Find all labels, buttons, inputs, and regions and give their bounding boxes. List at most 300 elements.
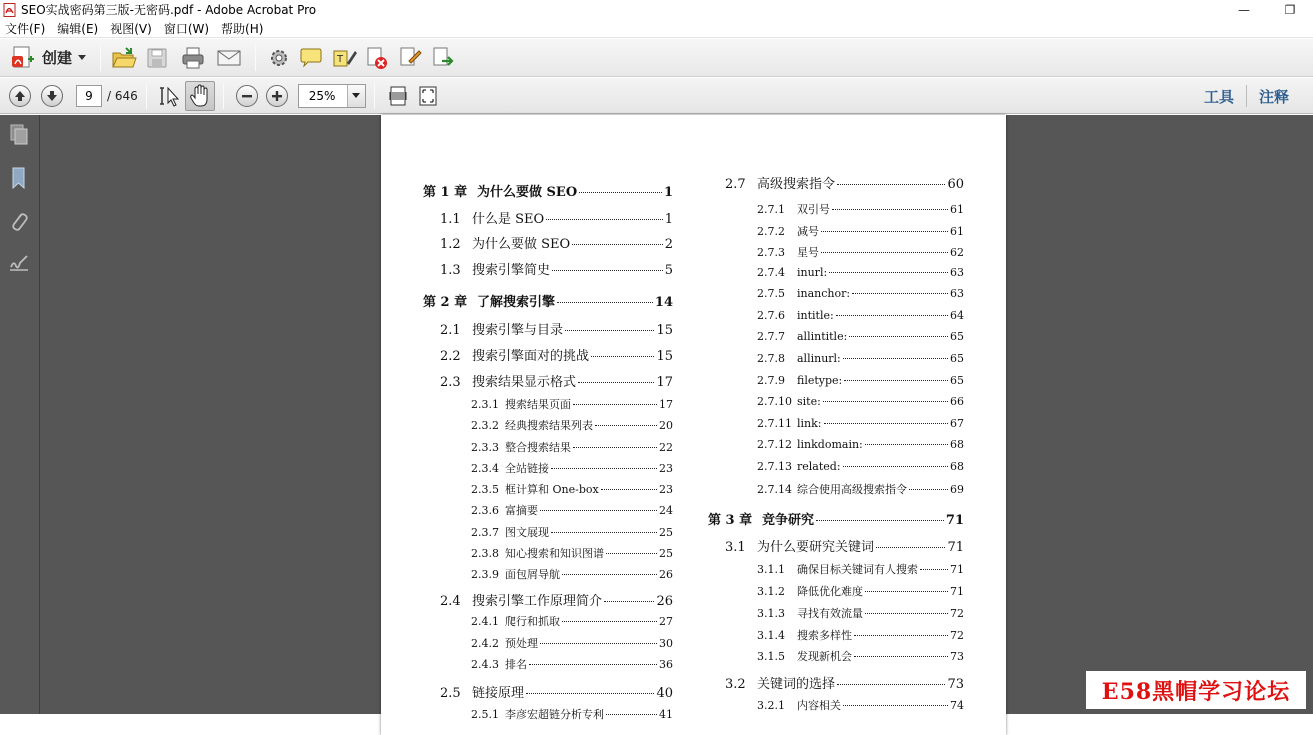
zoom-out-icon xyxy=(236,85,258,107)
page-up-icon xyxy=(9,85,31,107)
toc-title: linkdomain: xyxy=(797,438,863,451)
toc-entry[interactable] xyxy=(757,605,964,621)
toc-entry[interactable] xyxy=(757,201,964,217)
toc-entry[interactable] xyxy=(757,330,964,343)
toc-number: 2.3.9 xyxy=(471,568,499,581)
menu-window[interactable]: 窗口(W) xyxy=(163,21,210,36)
toc-leader-dots xyxy=(843,466,948,467)
toc-leader-dots xyxy=(579,192,662,193)
toolbar-divider xyxy=(374,83,375,109)
toc-leader-dots xyxy=(572,244,663,245)
toc-entry[interactable] xyxy=(471,706,673,722)
navigation-toolbar xyxy=(0,78,1313,114)
toc-entry[interactable] xyxy=(757,460,964,473)
toc-entry[interactable] xyxy=(471,481,673,497)
delete-pages-button[interactable] xyxy=(360,43,393,73)
toc-number: 2.7.11 xyxy=(757,417,792,430)
toc-entry[interactable] xyxy=(440,233,673,252)
toc-entry[interactable] xyxy=(471,635,673,651)
toc-leader-dots xyxy=(565,330,654,331)
toc-title: 搜索结果页面 xyxy=(505,398,571,411)
toc-title: 面包屑导航 xyxy=(505,568,560,581)
toc-page-number: 26 xyxy=(656,594,673,609)
toc-number: 2.3.7 xyxy=(471,526,499,539)
toc-page-number: 66 xyxy=(950,395,964,408)
toc-title: 竞争研究 xyxy=(762,513,815,528)
fit-page-button[interactable] xyxy=(413,81,443,111)
toc-number: 2.7.5 xyxy=(757,287,785,300)
toc-entry[interactable] xyxy=(471,545,673,561)
toc-page-number: 23 xyxy=(659,483,673,496)
toc-entry[interactable] xyxy=(440,590,673,609)
menu-help[interactable]: 帮助(H) xyxy=(221,21,264,36)
main-toolbar xyxy=(0,39,1313,77)
toc-title: 搜索多样性 xyxy=(797,629,852,642)
settings-button[interactable] xyxy=(264,43,294,73)
toc-entry[interactable] xyxy=(757,266,964,279)
menu-file[interactable]: 文件(F) xyxy=(5,21,46,36)
open-button[interactable] xyxy=(109,43,139,73)
toc-number: 2.7.14 xyxy=(757,483,792,496)
toc-leader-dots xyxy=(876,547,945,548)
toc-entry[interactable] xyxy=(440,319,673,338)
toc-title: 搜索结果显示格式 xyxy=(472,375,577,390)
toc-number: 1.3 xyxy=(440,263,461,278)
svg-text:T: T xyxy=(336,53,343,65)
toc-title: allintitle: xyxy=(797,330,848,343)
toc-page-number: 14 xyxy=(654,295,673,310)
toc-entry[interactable] xyxy=(440,371,673,390)
toc-title: allinurl: xyxy=(797,352,841,365)
toc-leader-dots xyxy=(606,714,657,715)
zoom-select[interactable] xyxy=(298,84,366,108)
toc-title: 为什么要做 SEO xyxy=(472,237,571,252)
toc-entry[interactable] xyxy=(757,395,964,408)
toc-entry[interactable] xyxy=(471,417,673,433)
toc-title: 内容相关 xyxy=(797,699,841,712)
toc-number: 2.3.2 xyxy=(471,419,499,432)
create-pdf-icon xyxy=(10,45,36,71)
minimize-icon: — xyxy=(1238,2,1250,17)
toc-leader-dots xyxy=(546,219,663,220)
toc-page-number: 25 xyxy=(659,547,673,560)
chevron-down-icon xyxy=(78,55,86,60)
page-thumbnails-icon[interactable] xyxy=(7,123,31,147)
toc-title: inanchor: xyxy=(797,287,851,300)
toc-leader-dots xyxy=(823,401,948,402)
toc-page-number: 36 xyxy=(659,658,673,671)
toc-entry[interactable] xyxy=(757,244,964,260)
hand-tool-button[interactable] xyxy=(185,81,215,111)
toc-number: 2.4 xyxy=(440,594,461,609)
toc-leader-dots xyxy=(540,510,657,511)
toc-page-number: 23 xyxy=(659,462,673,475)
toc-number: 2.2 xyxy=(440,349,461,364)
watermark: E58黑帽学习论坛 xyxy=(1086,671,1306,709)
toc-title: 知心搜索和知识图谱 xyxy=(505,547,604,560)
toc-page-number: 25 xyxy=(659,526,673,539)
select-tool-button[interactable] xyxy=(155,81,185,111)
toc-page-number: 65 xyxy=(950,352,964,365)
toc-leader-dots xyxy=(865,613,948,614)
zoom-in-icon xyxy=(266,85,288,107)
email-button[interactable] xyxy=(211,43,247,73)
toc-number: 2.4.3 xyxy=(471,658,499,671)
hand-tool-icon xyxy=(187,83,213,109)
toc-number: 1.2 xyxy=(440,237,461,252)
toc-leader-dots xyxy=(562,621,657,622)
toc-page-number: 15 xyxy=(656,323,673,338)
toc-page-number: 68 xyxy=(950,460,964,473)
toc-leader-dots xyxy=(852,293,948,294)
toc-entry[interactable] xyxy=(471,460,673,476)
toc-entry[interactable] xyxy=(440,208,673,227)
toc-entry[interactable] xyxy=(471,613,673,629)
fit-width-icon xyxy=(385,83,411,109)
toc-page-number: 65 xyxy=(950,330,964,343)
toc-page-number: 69 xyxy=(950,483,964,496)
toc-leader-dots xyxy=(540,643,657,644)
export-icon xyxy=(430,45,456,71)
toc-page-number: 5 xyxy=(664,263,673,278)
toc-entry[interactable] xyxy=(725,673,964,692)
toc-page-number: 63 xyxy=(950,266,964,279)
pdf-page xyxy=(381,115,1006,735)
toc-leader-dots xyxy=(837,684,945,685)
toc-title: filetype: xyxy=(797,374,843,387)
toc-entry[interactable] xyxy=(471,524,673,540)
toc-entry[interactable] xyxy=(757,697,964,713)
toc-number: 3.1.2 xyxy=(757,585,785,598)
toc-page-number: 27 xyxy=(659,615,673,628)
toc-title: link: xyxy=(797,417,822,430)
toc-entry[interactable] xyxy=(757,648,964,664)
toc-page-number: 72 xyxy=(950,607,964,620)
toc-number: 2.7.4 xyxy=(757,266,785,279)
toc-leader-dots xyxy=(829,272,948,273)
tools-pane-link[interactable]: 工具 xyxy=(1203,87,1234,106)
create-button[interactable] xyxy=(8,43,92,73)
toc-page-number: 71 xyxy=(947,540,964,555)
toolbar-divider xyxy=(100,45,101,71)
comment-pane-link[interactable]: 注释 xyxy=(1258,87,1289,106)
zoom-dropdown-button[interactable] xyxy=(347,85,365,107)
toc-title: 星号 xyxy=(797,246,819,259)
toc-number: 2.5.1 xyxy=(471,708,499,721)
toc-leader-dots xyxy=(849,336,948,337)
toc-number: 2.7.9 xyxy=(757,374,785,387)
toc-number: 2.7.8 xyxy=(757,352,785,365)
toc-entry[interactable] xyxy=(423,291,673,310)
document-viewport[interactable] xyxy=(40,115,1313,721)
toc-entry[interactable] xyxy=(708,509,964,528)
toc-page-number: 62 xyxy=(950,246,964,259)
toc-page-number: 71 xyxy=(950,585,964,598)
delete-pages-icon xyxy=(364,45,390,71)
toc-number: 2.7.1 xyxy=(757,203,785,216)
toc-entry[interactable] xyxy=(757,438,964,451)
toc-page-number: 73 xyxy=(950,650,964,663)
toc-entry[interactable] xyxy=(471,656,673,672)
toc-number: 3.2 xyxy=(725,677,746,692)
highlight-button[interactable] xyxy=(327,43,360,73)
toc-leader-dots xyxy=(920,569,948,570)
toc-title: inurl: xyxy=(797,266,828,279)
toc-leader-dots xyxy=(595,425,657,426)
toc-leader-dots xyxy=(836,315,948,316)
toc-leader-dots xyxy=(837,184,945,185)
toc-number: 2.3.1 xyxy=(471,398,499,411)
toc-title: 了解搜索引擎 xyxy=(477,295,556,310)
navigation-pane xyxy=(0,115,40,714)
toc-entry[interactable] xyxy=(440,345,673,364)
edit-document-button[interactable] xyxy=(393,43,426,73)
toc-leader-dots xyxy=(844,380,948,381)
comment-bubble-icon xyxy=(298,45,324,71)
toc-page-number: 60 xyxy=(947,177,964,192)
page-total: / 646 xyxy=(107,88,138,103)
toc-page-number: 67 xyxy=(950,417,964,430)
toc-leader-dots xyxy=(557,302,653,303)
toc-leader-dots xyxy=(529,664,657,665)
toc-leader-dots xyxy=(909,489,948,490)
toc-number: 2.7.6 xyxy=(757,309,785,322)
toc-page-number: 24 xyxy=(659,504,673,517)
toc-leader-dots xyxy=(854,656,948,657)
export-button[interactable] xyxy=(426,43,459,73)
zoom-value: 25% xyxy=(308,88,336,103)
toc-leader-dots xyxy=(551,532,657,533)
toc-number: 2.3.3 xyxy=(471,441,499,454)
toc-page-number: 72 xyxy=(950,629,964,642)
toc-page-number: 15 xyxy=(656,349,673,364)
toc-page-number: 30 xyxy=(659,637,673,650)
toc-entry[interactable] xyxy=(757,223,964,239)
zoom-in-button[interactable] xyxy=(262,81,292,111)
toc-title: 富摘要 xyxy=(505,504,538,517)
toc-leader-dots xyxy=(604,601,654,602)
toc-page-number: 26 xyxy=(659,568,673,581)
toc-page-number: 68 xyxy=(950,438,964,451)
toc-entry[interactable] xyxy=(471,566,673,582)
toc-title: site: xyxy=(797,395,821,408)
toc-number: 2.4.1 xyxy=(471,615,499,628)
toc-leader-dots xyxy=(824,423,949,424)
toc-leader-dots xyxy=(573,447,657,448)
toc-leader-dots xyxy=(552,270,663,271)
toc-leader-dots xyxy=(606,553,657,554)
toc-title: 框计算和 One-box xyxy=(505,483,599,496)
toc-number: 2.3.4 xyxy=(471,462,499,475)
toc-number: 3.2.1 xyxy=(757,699,785,712)
toc-page-number: 61 xyxy=(950,203,964,216)
toolbar-divider xyxy=(255,45,256,71)
toc-leader-dots xyxy=(843,705,948,706)
toc-leader-dots xyxy=(562,574,657,575)
toc-number: 2.7 xyxy=(725,177,746,192)
toc-page-number: 17 xyxy=(656,375,673,390)
edit-document-icon xyxy=(397,45,423,71)
toc-leader-dots xyxy=(816,520,944,521)
attachments-icon[interactable] xyxy=(7,209,31,233)
toc-number: 2.4.2 xyxy=(471,637,499,650)
toc-page-number: 71 xyxy=(950,563,964,576)
save-button[interactable] xyxy=(139,43,175,73)
toc-entry[interactable] xyxy=(440,682,673,701)
toc-title: 图文展现 xyxy=(505,526,549,539)
toc-entry[interactable] xyxy=(471,502,673,518)
toc-leader-dots xyxy=(601,489,657,490)
toc-page-number: 17 xyxy=(659,398,673,411)
toc-page-number: 63 xyxy=(950,287,964,300)
toc-page-number: 1 xyxy=(663,185,673,200)
toc-number: 2.7.10 xyxy=(757,395,792,408)
highlight-pen-icon xyxy=(331,45,357,71)
toolbar-divider xyxy=(146,83,147,109)
toc-number: 2.7.3 xyxy=(757,246,785,259)
comment-button[interactable] xyxy=(294,43,327,73)
menu-view[interactable]: 视图(V) xyxy=(110,21,152,36)
toc-title: 搜索引擎简史 xyxy=(472,263,551,278)
title-bar xyxy=(0,0,1313,19)
window-title: SEO实战密码第三版-无密码.pdf - Adobe Acrobat Pro xyxy=(21,3,317,17)
restore-button[interactable] xyxy=(1267,0,1313,19)
toc-entry[interactable] xyxy=(757,374,964,387)
toc-leader-dots xyxy=(526,693,654,694)
toc-title: 排名 xyxy=(505,658,527,671)
toc-title: 双引号 xyxy=(797,203,830,216)
toc-number: 2.7.2 xyxy=(757,225,785,238)
bookmarks-icon[interactable] xyxy=(7,166,31,190)
toc-title: intitle: xyxy=(797,309,834,322)
next-page-button[interactable] xyxy=(36,81,68,111)
toc-page-number: 64 xyxy=(950,309,964,322)
toc-leader-dots xyxy=(591,356,654,357)
menu-bar xyxy=(0,19,1313,38)
toc-page-number: 20 xyxy=(659,419,673,432)
toc-title: 关键词的选择 xyxy=(757,677,836,692)
email-icon xyxy=(216,45,242,71)
toc-title: 经典搜索结果列表 xyxy=(505,419,593,432)
toc-title: 李彦宏超链分析专利 xyxy=(505,708,604,721)
toc-title: 爬行和抓取 xyxy=(505,615,560,628)
toc-entry[interactable] xyxy=(725,173,964,192)
toc-number: 1.1 xyxy=(440,212,461,227)
toc-title: 寻找有效流量 xyxy=(797,607,863,620)
toc-number: 2.3.6 xyxy=(471,504,499,517)
toc-entry[interactable] xyxy=(757,583,964,599)
toc-leader-dots xyxy=(832,209,948,210)
toc-number: 3.1.3 xyxy=(757,607,785,620)
toc-entry[interactable] xyxy=(471,439,673,455)
toc-page-number: 73 xyxy=(947,677,964,692)
toc-title: 搜索引擎与目录 xyxy=(472,323,564,338)
toc-leader-dots xyxy=(865,591,948,592)
toc-title: 发现新机会 xyxy=(797,650,852,663)
toc-page-number: 65 xyxy=(950,374,964,387)
toc-number: 3.1.1 xyxy=(757,563,785,576)
print-icon xyxy=(180,45,206,71)
toc-leader-dots xyxy=(578,382,654,383)
toc-page-number: 22 xyxy=(659,441,673,454)
print-button[interactable] xyxy=(175,43,211,73)
fit-width-button[interactable] xyxy=(383,81,413,111)
toc-title: 链接原理 xyxy=(472,686,525,701)
toc-entry[interactable] xyxy=(757,352,964,365)
toc-entry[interactable] xyxy=(757,309,964,322)
toc-number: 2.5 xyxy=(440,686,461,701)
toc-page-number: 74 xyxy=(950,699,964,712)
toc-page-number: 41 xyxy=(659,708,673,721)
toc-title: 减号 xyxy=(797,225,819,238)
menu-edit[interactable]: 编辑(E) xyxy=(57,21,99,36)
toc-number: 第 3 章 xyxy=(708,513,753,528)
toc-entry[interactable] xyxy=(757,417,964,430)
zoom-out-button[interactable] xyxy=(232,81,262,111)
minimize-button[interactable] xyxy=(1221,0,1267,19)
toc-number: 2.7.13 xyxy=(757,460,792,473)
toc-leader-dots xyxy=(854,635,948,636)
create-label: 创建 xyxy=(42,49,73,67)
select-cursor-icon xyxy=(157,83,183,109)
save-icon xyxy=(144,45,170,71)
toc-number: 2.7.12 xyxy=(757,438,792,451)
toc-title: 降低优化难度 xyxy=(797,585,863,598)
toc-title: 预处理 xyxy=(505,637,538,650)
chevron-down-icon xyxy=(352,93,360,98)
toc-leader-dots xyxy=(573,404,657,405)
toc-number: 2.3.8 xyxy=(471,547,499,560)
toc-entry[interactable] xyxy=(757,481,964,497)
toc-title: 确保目标关键词有人搜索 xyxy=(797,563,918,576)
acrobat-icon xyxy=(3,3,17,17)
toc-title: 为什么要研究关键词 xyxy=(757,540,875,555)
toc-title: 整合搜索结果 xyxy=(505,441,571,454)
toc-title: related: xyxy=(797,460,841,473)
toc-entry[interactable] xyxy=(440,259,673,278)
toc-page-number: 40 xyxy=(656,686,673,701)
page-number-input[interactable]: 9 xyxy=(76,85,102,107)
signatures-icon[interactable] xyxy=(7,252,31,276)
open-folder-icon xyxy=(111,45,137,71)
toc-number: 3.1.4 xyxy=(757,629,785,642)
toc-entry[interactable] xyxy=(471,396,673,412)
restore-icon: ❐ xyxy=(1284,2,1296,17)
toc-entry[interactable] xyxy=(757,561,964,577)
toc-number: 2.3.5 xyxy=(471,483,499,496)
toc-number: 2.7.7 xyxy=(757,330,785,343)
toc-page-number: 61 xyxy=(950,225,964,238)
fit-page-icon xyxy=(415,83,441,109)
toc-entry[interactable] xyxy=(757,287,964,300)
toc-number: 3.1 xyxy=(725,540,746,555)
toc-entry[interactable] xyxy=(423,181,673,200)
toc-title: 综合使用高级搜索指令 xyxy=(797,483,907,496)
toc-title: 搜索引擎面对的挑战 xyxy=(472,349,590,364)
toc-page-number: 71 xyxy=(945,513,964,528)
toc-entry[interactable] xyxy=(757,627,964,643)
toc-page-number: 1 xyxy=(664,212,673,227)
toc-leader-dots xyxy=(821,252,948,253)
toc-number: 第 2 章 xyxy=(423,295,468,310)
previous-page-button[interactable] xyxy=(4,81,36,111)
toc-number: 2.3 xyxy=(440,375,461,390)
toc-entry[interactable] xyxy=(725,536,964,555)
toc-leader-dots xyxy=(865,444,948,445)
toc-number: 3.1.5 xyxy=(757,650,785,663)
settings-gear-icon xyxy=(266,45,292,71)
toc-number: 2.1 xyxy=(440,323,461,338)
